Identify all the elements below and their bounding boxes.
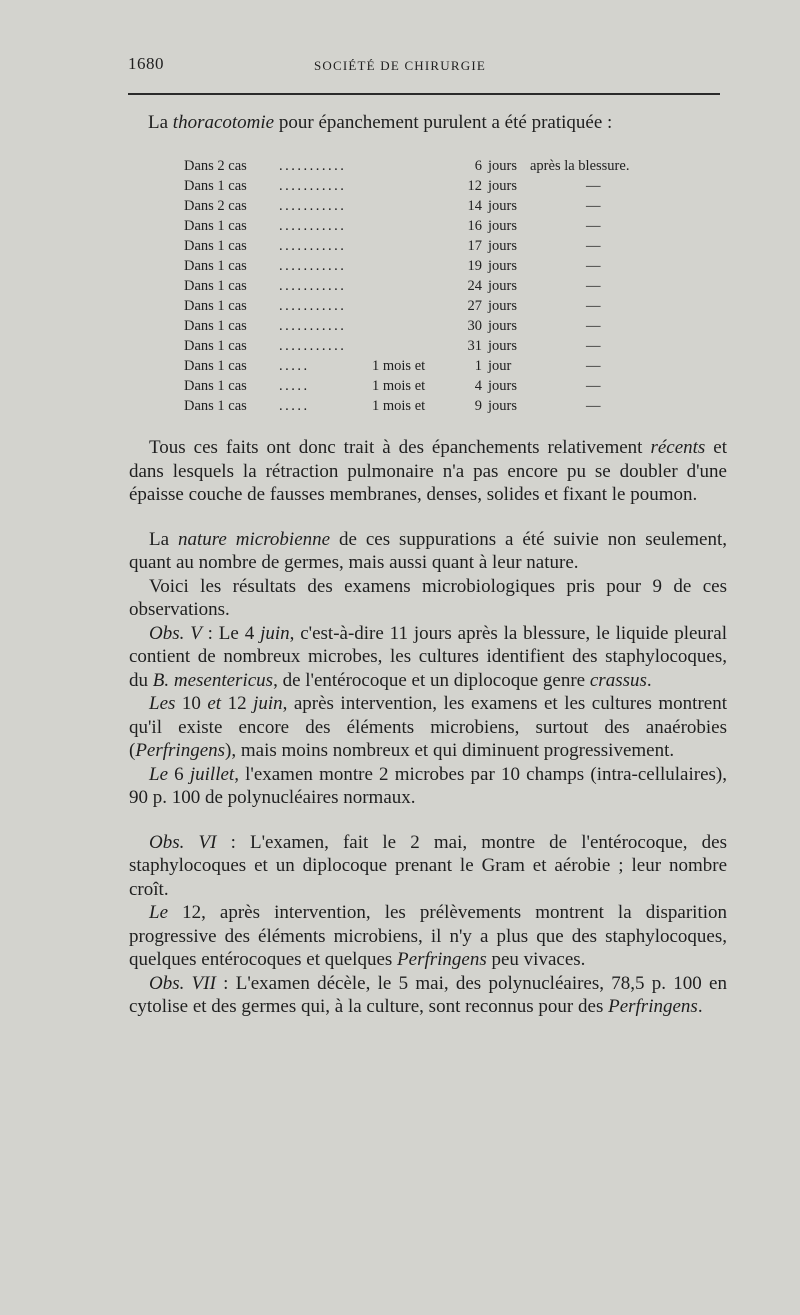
case-dots: .....	[279, 378, 310, 394]
case-label: Dans 1 cas	[184, 298, 247, 314]
case-dots: .....	[279, 358, 310, 374]
paragraph-obs-6: Obs. VI : L'examen, fait le 2 mai, montre de l'entérocoque, des staphylocoques et un diplocoque prenant le Gram et aérobie ; leur nombre croît.	[129, 831, 727, 900]
case-days-unit: jours	[488, 198, 517, 214]
case-days-number: 27	[467, 298, 482, 314]
case-dots: ...........	[279, 238, 347, 254]
case-dash: —	[586, 338, 601, 354]
case-days-unit: jours	[488, 378, 517, 394]
case-label: Dans 1 cas	[184, 238, 247, 254]
case-dots: ...........	[279, 198, 347, 214]
case-label: Dans 1 cas	[184, 258, 247, 274]
case-label: Dans 1 cas	[184, 358, 247, 374]
case-days-unit: jours	[488, 318, 517, 334]
case-label: Dans 1 cas	[184, 178, 247, 194]
case-dots: ...........	[279, 318, 347, 334]
case-months: 1 mois et	[372, 378, 426, 394]
case-dots: ...........	[279, 218, 347, 234]
case-days-unit: jours	[488, 338, 517, 354]
case-label: Dans 1 cas	[184, 378, 247, 394]
paragraph-6-juillet: Le 6 juillet, l'examen montre 2 microbes par 10 champs (intra-cellulaires), 90 p. 100 de polynucléaires normaux.	[129, 763, 727, 808]
case-days-number: 14	[467, 198, 482, 214]
case-days-unit: jours	[488, 398, 517, 414]
case-days-number: 19	[467, 258, 482, 274]
case-after-text: après la blessure.	[530, 158, 630, 174]
case-days-unit: jour	[488, 358, 512, 374]
case-days-number: 1	[474, 358, 482, 374]
case-dash: —	[586, 178, 601, 194]
case-months: 1 mois et	[372, 358, 426, 374]
case-dash: —	[586, 278, 601, 294]
case-days-unit: jours	[488, 218, 517, 234]
case-label: Dans 2 cas	[184, 158, 247, 174]
case-label: Dans 1 cas	[184, 318, 247, 334]
case-days-unit: jours	[488, 158, 517, 174]
case-days-number: 12	[467, 178, 482, 194]
intro-line: La thoracotomie pour épanchement purulent a été pratiquée :	[148, 112, 613, 133]
case-dots: ...........	[279, 298, 347, 314]
case-days-number: 24	[467, 278, 482, 294]
case-dash: —	[586, 218, 601, 234]
case-days-number: 9	[474, 398, 482, 414]
case-label: Dans 1 cas	[184, 218, 247, 234]
case-dash: —	[586, 198, 601, 214]
case-days-number: 6	[474, 158, 482, 174]
header-rule	[128, 93, 720, 95]
case-dots: ...........	[279, 258, 347, 274]
case-days-unit: jours	[488, 298, 517, 314]
paragraph-obs-5: Obs. V : Le 4 juin, c'est-à-dire 11 jours après la blessure, le liquide pleural contient de nombreux microbes, les cultures identifient des staphylocoques, du B. mesentericus, de l'entérocoque et un diplocoque genre crassus.	[129, 622, 727, 691]
case-days-number: 30	[467, 318, 482, 334]
case-dash: —	[586, 358, 601, 374]
article-body	[129, 436, 727, 1019]
case-label: Dans 1 cas	[184, 278, 247, 294]
case-dots: ...........	[279, 178, 347, 194]
case-days-number: 4	[474, 378, 482, 394]
case-label: Dans 1 cas	[184, 398, 247, 414]
case-dots: ...........	[279, 278, 347, 294]
case-dash: —	[586, 298, 601, 314]
case-days-unit: jours	[488, 278, 517, 294]
case-dash: —	[586, 378, 601, 394]
case-days-unit: jours	[488, 238, 517, 254]
case-dash: —	[586, 258, 601, 274]
case-dots: ...........	[279, 158, 347, 174]
case-months: 1 mois et	[372, 398, 426, 414]
case-days-unit: jours	[488, 258, 517, 274]
paragraph-nature: La nature microbienne de ces suppurations a été suivie non seulement, quant au nombre de germes, mais aussi quant à leur nature.	[129, 528, 727, 573]
case-label: Dans 2 cas	[184, 198, 247, 214]
paragraph-le-12: Le 12, après intervention, les prélèvements montrent la disparition progressive des éléments microbiens, il n'y a plus que des staphylocoques, quelques entérocoques et quelques Perfringens peu vivaces.	[129, 902, 727, 970]
case-days-unit: jours	[488, 178, 517, 194]
case-dash: —	[586, 318, 601, 334]
page-number: 1680	[128, 54, 164, 73]
case-dots: ...........	[279, 338, 347, 354]
paragraph-recents: Tous ces faits ont donc trait à des épanchements relativement récents et dans lesquels la rétraction pulmonaire n'a pas encore pu se doubler d'une épaisse couche de fausses membranes, denses, solides et fixant le poumon.	[129, 437, 727, 505]
paragraph-voici: Voici les résultats des examens microbiologiques pris pour 9 de ces observations.	[129, 575, 727, 620]
case-label: Dans 1 cas	[184, 338, 247, 354]
running-title: SOCIÉTÉ DE CHIRURGIE	[313, 58, 487, 73]
case-days-number: 17	[467, 238, 482, 254]
case-days-number: 16	[467, 218, 482, 234]
case-days-number: 31	[467, 338, 482, 354]
paragraph-10-12-juin: Les 10 et 12 juin, après intervention, les examens et les cultures montrent qu'il existe encore des éléments microbiens, surtout des anaérobies (Perfringens), mais moins nombreux et qui diminuent progressivement.	[129, 693, 728, 761]
case-dash: —	[586, 238, 601, 254]
paragraph-obs-7: Obs. VII : L'examen décèle, le 5 mai, des polynucléaires, 78,5 p. 100 en cytolise et des germes qui, à la culture, sont reconnus pour des Perfringens.	[129, 972, 727, 1017]
case-dash: —	[586, 398, 601, 414]
case-dots: .....	[279, 398, 310, 414]
